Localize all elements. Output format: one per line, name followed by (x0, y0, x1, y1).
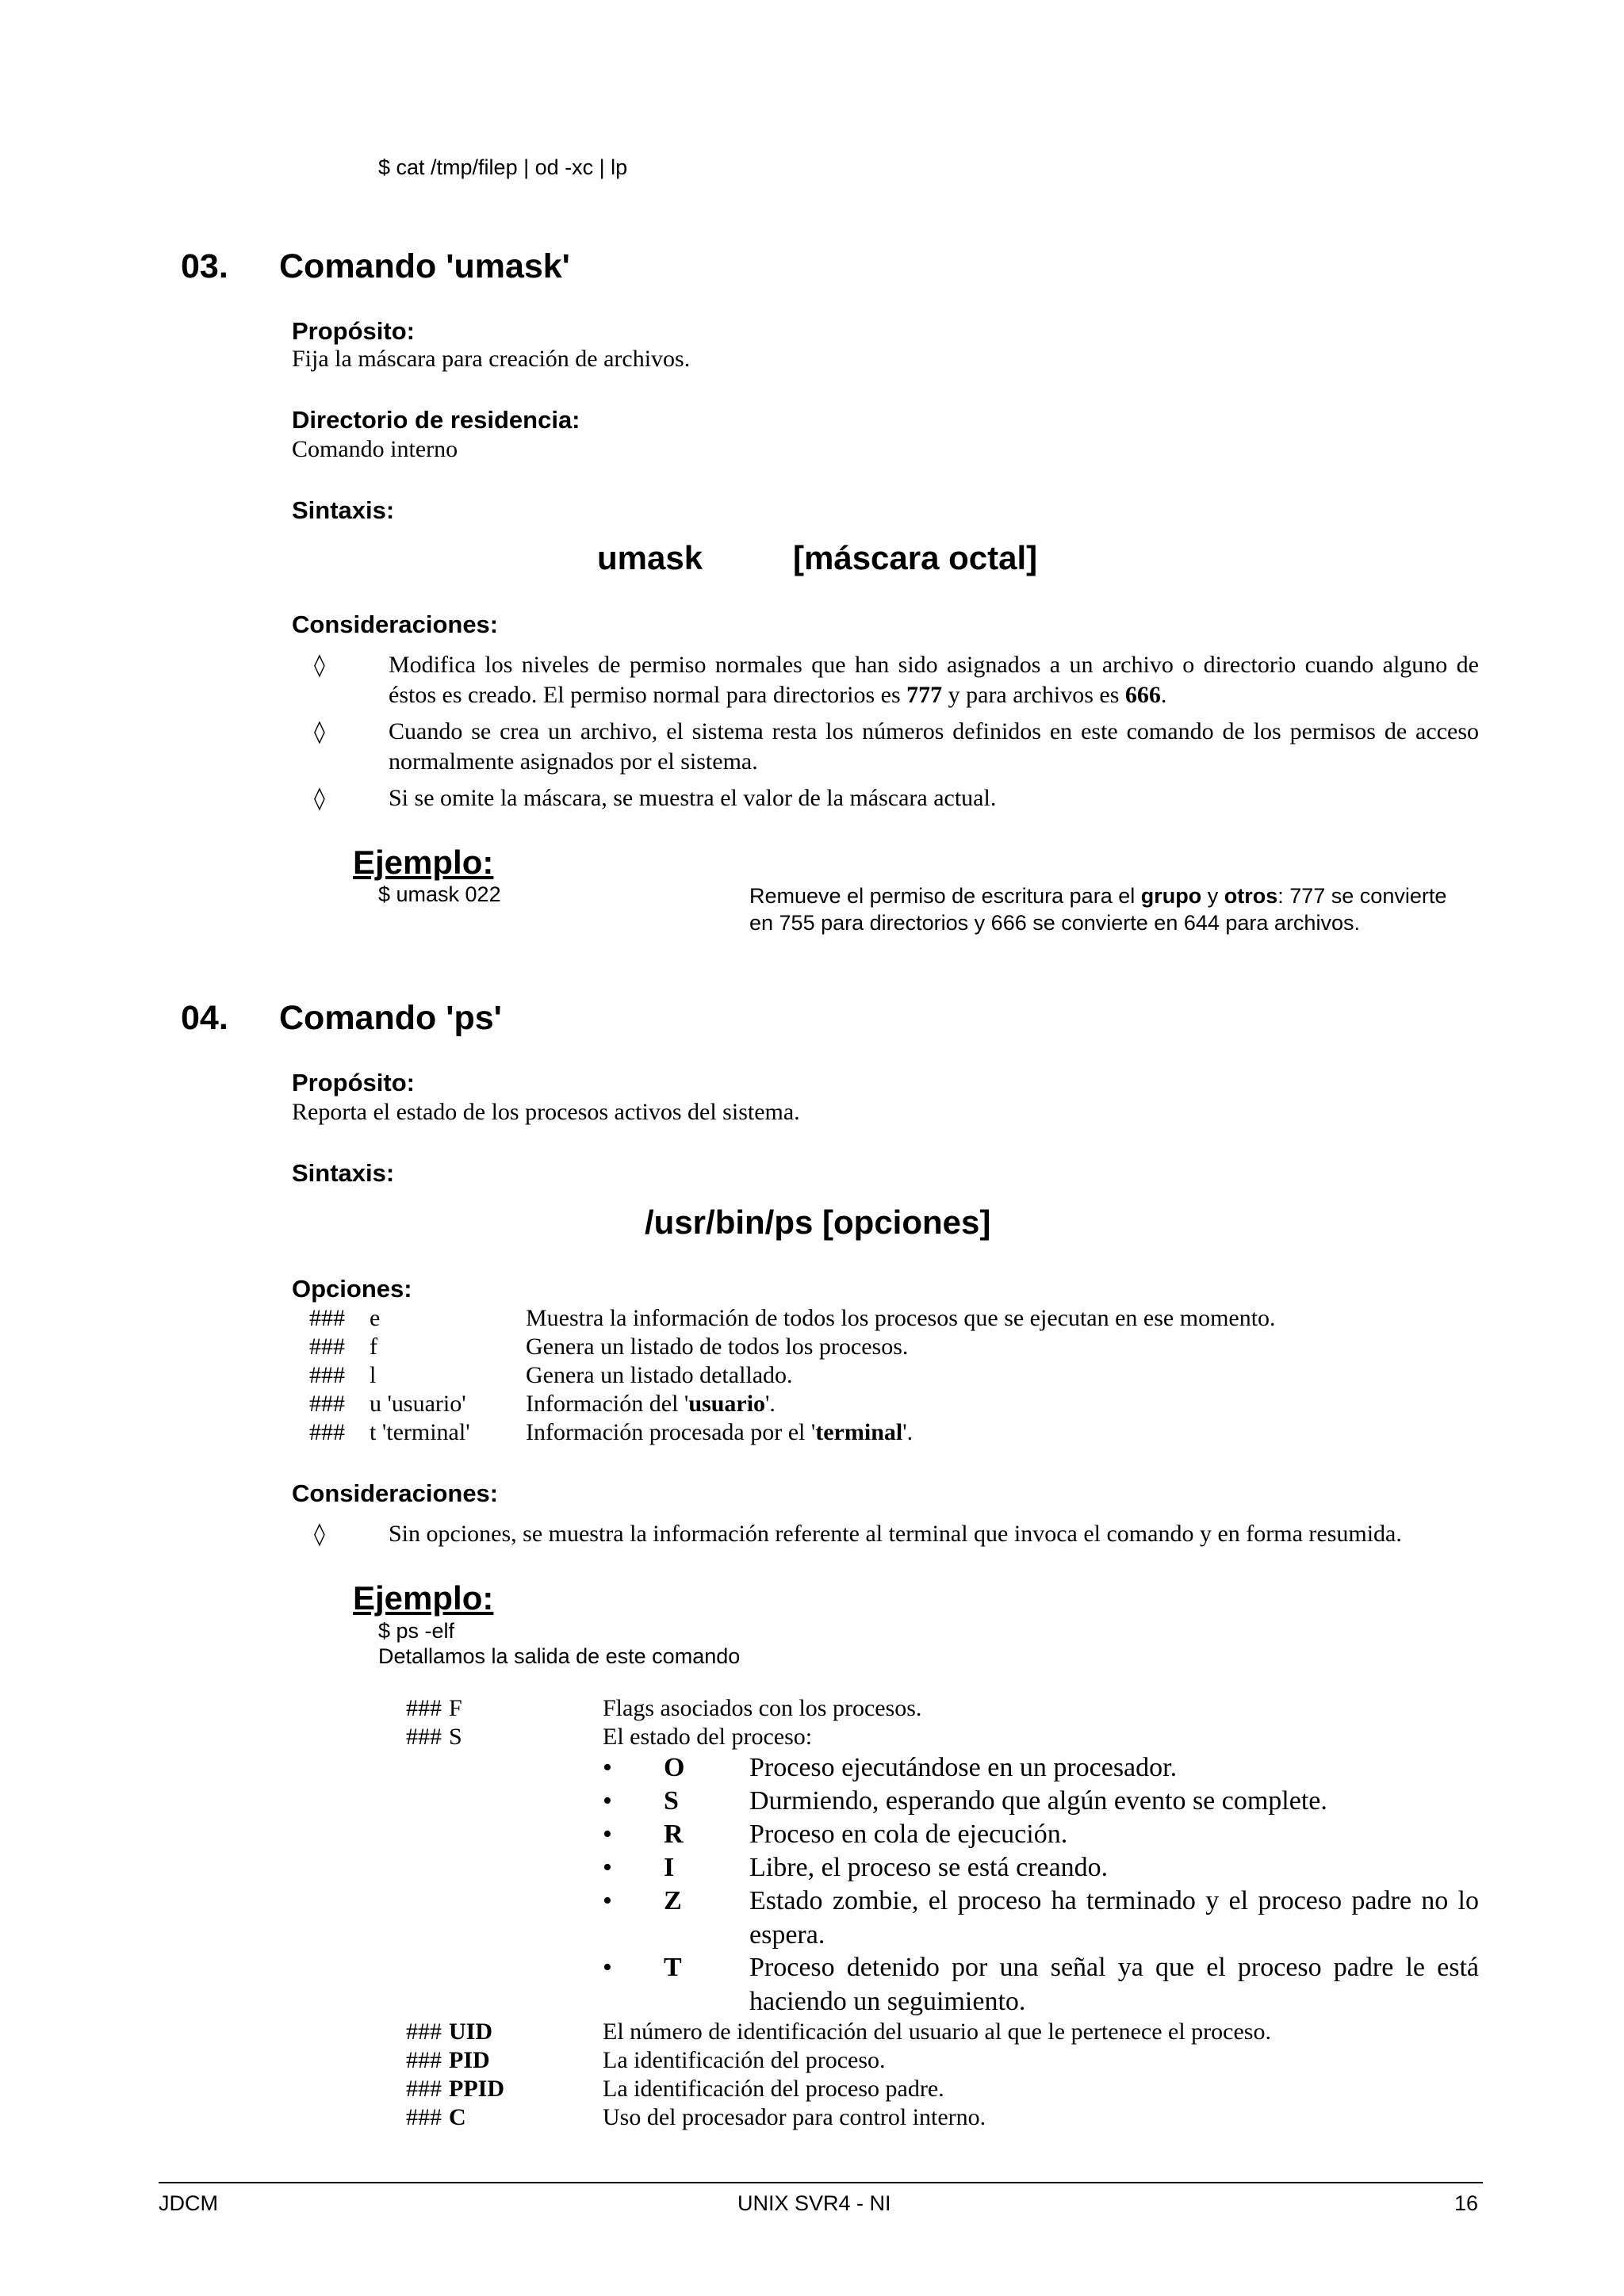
umask-consideration-2: Cuando se crea un archivo, el sistema resta los números definidos en este comando de los permisos de acceso normalmente asignados por el sistema. (389, 718, 1479, 775)
option-flag: u 'usuario' (370, 1391, 466, 1417)
field-description: Flags asociados con los procesos. (603, 1695, 922, 1721)
option-description: Genera un listado de todos los procesos. (526, 1334, 909, 1360)
field-name: S (449, 1724, 462, 1750)
field-name: PPID (449, 2076, 504, 2102)
option-description: Muestra la información de todos los procesos que se ejecutan en ese momento. (526, 1305, 1276, 1331)
field-name: PID (449, 2047, 490, 2073)
umask-syntax-command: umask (597, 539, 703, 576)
umask-purpose-text: Fija la máscara para creación de archivos. (292, 346, 691, 372)
ps-example-command: $ ps -elf (378, 1619, 455, 1643)
state-description: Proceso en cola de ejecución. (749, 1820, 1068, 1849)
state-code: Z (664, 1886, 682, 1915)
field-description: La identificación del proceso. (603, 2047, 886, 2073)
option-flag: l (370, 1362, 377, 1388)
state-description: Libre, el proceso se está creando. (749, 1853, 1109, 1882)
state-description: Estado zombie, el proceso ha terminado y el proceso padre no lo espera. (749, 1886, 1479, 1950)
field-description: Uso del procesador para control interno. (603, 2104, 986, 2130)
section-umask-number: 03. (181, 247, 228, 285)
umask-syntax-argument: [máscara octal] (793, 539, 1038, 576)
section-umask-title: Comando 'umask' (279, 247, 570, 285)
option-marker: ### (309, 1305, 345, 1331)
bullet-dot-icon: • (603, 1786, 612, 1816)
umask-syntax-label: Sintaxis: (292, 496, 395, 524)
state-description: Durmiendo, esperando que algún evento se complete. (749, 1786, 1327, 1816)
option-description: Información del 'usuario'. (526, 1391, 776, 1417)
page-number: 16 (1454, 2191, 1479, 2215)
bullet-dot-icon: • (603, 1886, 612, 1915)
field-description: El número de identificación del usuario al que le pertenece el proceso. (603, 2019, 1271, 2045)
state-code: S (664, 1786, 679, 1816)
bullet-dot-icon: • (603, 1820, 612, 1849)
option-description: Genera un listado detallado. (526, 1362, 793, 1388)
field-marker: ### (406, 2019, 442, 2045)
state-description: Proceso detenido por una señal ya que el proceso padre le está haciendo un seguimiento. (749, 1953, 1479, 2016)
ps-options-label: Opciones: (292, 1275, 412, 1303)
field-marker: ### (406, 1724, 442, 1750)
state-code: T (664, 1953, 682, 1982)
section-ps-title: Comando 'ps' (279, 999, 502, 1037)
umask-example-command: $ umask 022 (378, 882, 501, 906)
ps-example-note: Detallamos la salida de este comando (378, 1644, 741, 1668)
option-marker: ### (309, 1419, 345, 1445)
diamond-bullet-icon: ◊ (314, 785, 325, 811)
option-marker: ### (309, 1391, 345, 1417)
umask-example-label: Ejemplo: (353, 844, 494, 881)
umask-example-description: Remueve el permiso de escritura para el grupo y otros: 777 se convierte en 755 para directorios y 666 se convierte en 644 para archivos. (749, 884, 1447, 935)
field-marker: ### (406, 2047, 442, 2073)
option-marker: ### (309, 1334, 345, 1360)
field-marker: ### (406, 2104, 442, 2130)
section-ps-number: 04. (181, 999, 228, 1037)
footer-rule (159, 2182, 1483, 2183)
option-flag: f (370, 1334, 377, 1360)
ps-purpose-text: Reporta el estado de los procesos activos del sistema. (292, 1099, 800, 1125)
option-flag: e (370, 1305, 381, 1331)
diamond-bullet-icon: ◊ (314, 652, 325, 678)
footer-author: JDCM (159, 2191, 218, 2215)
state-code: R (664, 1820, 684, 1849)
diamond-bullet-icon: ◊ (314, 1521, 325, 1547)
umask-residence-label: Directorio de residencia: (292, 406, 580, 434)
ps-syntax-label: Sintaxis: (292, 1159, 395, 1187)
field-marker: ### (406, 2076, 442, 2102)
field-name: UID (449, 2019, 493, 2045)
umask-residence-text: Comando interno (292, 436, 458, 462)
top-command: $ cat /tmp/filep | od -xc | lp (378, 155, 628, 179)
ps-syntax: /usr/bin/ps [opciones] (645, 1203, 991, 1241)
state-code: O (664, 1753, 685, 1782)
bullet-dot-icon: • (603, 1853, 612, 1882)
ps-considerations-label: Consideraciones: (292, 1479, 499, 1507)
umask-consideration-3: Si se omite la máscara, se muestra el valor de la máscara actual. (389, 785, 997, 811)
option-description: Información procesada por el 'terminal'. (526, 1419, 914, 1445)
field-description: El estado del proceso: (603, 1724, 813, 1750)
diamond-bullet-icon: ◊ (314, 718, 325, 744)
state-description: Proceso ejecutándose en un procesador. (749, 1753, 1178, 1782)
bullet-dot-icon: • (603, 1753, 612, 1782)
field-name: C (449, 2104, 466, 2130)
footer-title: UNIX SVR4 - NI (737, 2191, 891, 2215)
field-name: F (449, 1695, 462, 1721)
field-description: La identificación del proceso padre. (603, 2076, 944, 2102)
option-marker: ### (309, 1362, 345, 1388)
bullet-dot-icon: • (603, 1953, 612, 1982)
umask-consideration-1: Modifica los niveles de permiso normales que han sido asignados a un archivo o directorio cuando alguno de éstos es creado. El permiso normal para directorios es 777 y para archivos es 666. (389, 652, 1479, 708)
option-flag: t 'terminal' (370, 1419, 470, 1445)
state-code: I (664, 1853, 675, 1882)
ps-consideration: Sin opciones, se muestra la información referente al terminal que invoca el comando y en forma resumida. (389, 1521, 1402, 1547)
umask-purpose-label: Propósito: (292, 317, 415, 345)
field-marker: ### (406, 1695, 442, 1721)
ps-purpose-label: Propósito: (292, 1069, 415, 1096)
umask-considerations-label: Consideraciones: (292, 610, 499, 638)
ps-example-label: Ejemplo: (353, 1579, 494, 1617)
